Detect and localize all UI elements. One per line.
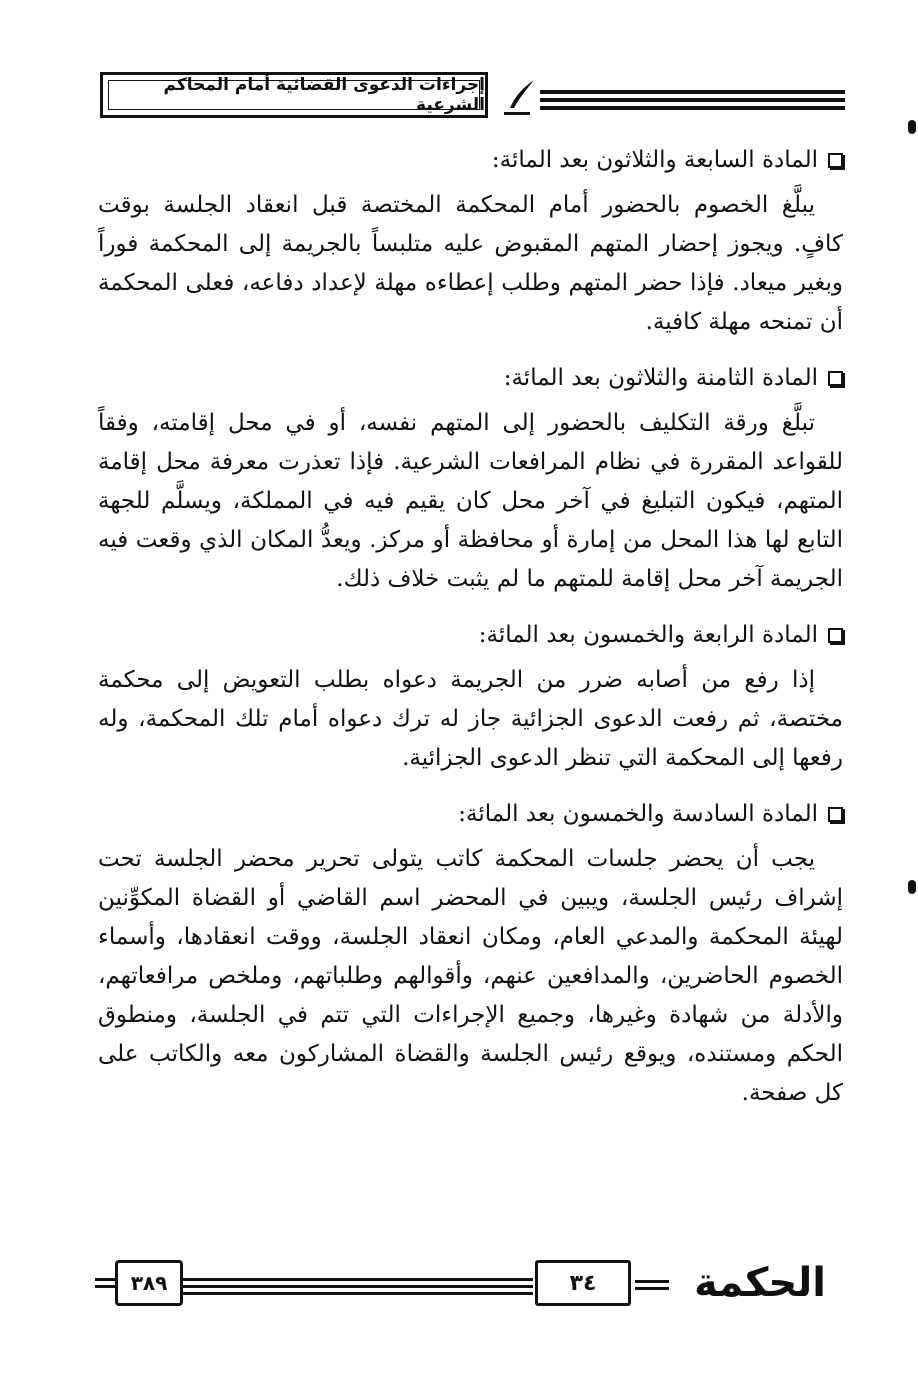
article-heading (98, 794, 843, 834)
header-title-box (100, 72, 488, 118)
header-rule (540, 90, 845, 114)
article-title: المادة الثامنة والثلاثون بعد المائة: (503, 364, 818, 391)
article-154 (98, 615, 843, 778)
scan-margin-mark (908, 880, 916, 894)
article-heading (98, 140, 843, 180)
article-heading (98, 358, 843, 398)
issue-number-folder (535, 1260, 631, 1306)
article-156 (98, 794, 843, 1113)
page-header (100, 70, 845, 126)
main-content (98, 140, 843, 1129)
article-138 (98, 358, 843, 599)
article-body: يبلَّغ الخصوم بالحضور أمام المحكمة المختصة قبل انعقاد الجلسة بوقت كافٍ. ويجوز إحضار المتهم المقبوض عليه متلبساً بالجريمة إلى المحكمة فوراً وبغير ميعاد. فإذا حضر المتهم وطلب إعطاءه مهلة لإعداد دفاعه، فعلى المحكمة أن تمنحه مهلة كافية. (98, 192, 843, 335)
journal-logo (680, 1258, 840, 1308)
quill-pen-icon (500, 76, 540, 116)
page-number-box (115, 1260, 183, 1306)
header-title: إجراءات الدعوى القضائية أمام المحاكم الشرعية (163, 75, 485, 115)
page-footer (95, 1258, 845, 1328)
footer-rule-right (635, 1280, 669, 1294)
article-body: إذا رفع من أصابه ضرر من الجريمة دعواه بطلب التعويض إلى محكمة مختصة، ثم رفعت الدعوى الجزائية جاز له ترك دعواه أمام تلك المحكمة، وله رفعها إلى المحكمة التي تنظر الدعوى الجزائية. (98, 667, 843, 771)
scan-margin-mark (908, 120, 916, 134)
checkbox-bullet-icon (828, 153, 843, 168)
article-heading (98, 615, 843, 655)
article-title: المادة الرابعة والخمسون بعد المائة: (478, 621, 818, 648)
checkbox-bullet-icon (828, 371, 843, 386)
footer-rule-middle (183, 1278, 533, 1299)
checkbox-bullet-icon (828, 807, 843, 822)
logo-text: الحكمة (694, 1260, 826, 1306)
page-number: ٣٨٩ (130, 1271, 168, 1295)
article-title: المادة السادسة والخمسون بعد المائة: (458, 800, 818, 827)
article-body: يجب أن يحضر جلسات المحكمة كاتب يتولى تحرير محضر الجلسة تحت إشراف رئيس الجلسة، ويبين في المحضر اسم القاضي أو القضاة المكوِّنين لهيئة المحكمة والمدعي العام، ومكان انعقاد الجلسة، ووقت انعقادها، وأسماء الخصوم الحاضرين، والمدافعين عنهم، وأقوالهم وطلباتهم، وملخص مرافعاتهم، والأدلة من شهادة وغيرها، وجميع الإجراءات التي تتم في الجلسة، ومنطوق الحكم ومستنده، ويوقع رئيس الجلسة والقضاة المشاركون معه والكاتب على كل صفحة. (98, 846, 843, 1106)
article-137 (98, 140, 843, 342)
footer-rule-left (95, 1278, 115, 1292)
article-title: المادة السابعة والثلاثون بعد المائة: (491, 146, 818, 173)
article-body: تبلَّغ ورقة التكليف بالحضور إلى المتهم نفسه، أو في محل إقامته، وفقاً للقواعد المقررة في نظام المرافعات الشرعية. فإذا تعذرت معرفة محل إقامة المتهم، فيكون التبليغ في آخر محل كان يقيم فيه في المملكة، ويسلَّم للجهة التابع لها هذا المحل من إمارة أو محافظة أو مركز. ويعدُّ المكان الذي وقعت فيه الجريمة آخر محل إقامة للمتهم ما لم يثبت خلاف ذلك. (98, 410, 843, 592)
checkbox-bullet-icon (828, 628, 843, 643)
issue-number: ٣٤ (569, 1270, 597, 1296)
